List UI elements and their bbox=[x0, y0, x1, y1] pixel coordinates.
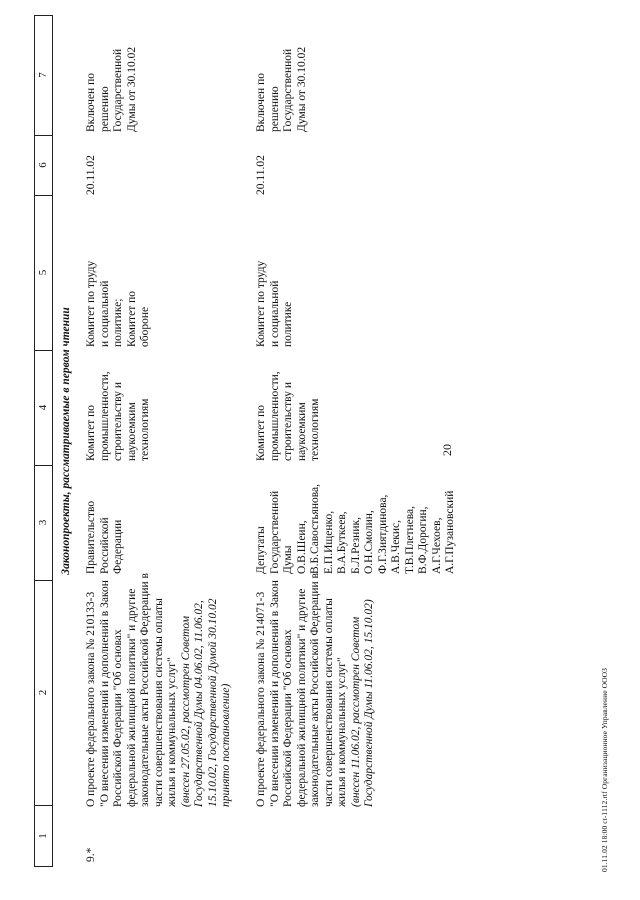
coexecutors bbox=[255, 197, 296, 347]
bill-title-line: "О внесении изменений и дополнений в Закон bbox=[268, 580, 281, 807]
bill-title-line: федеральной жилищной политики" и другие bbox=[295, 588, 308, 807]
basis-line: Думы от 30.10.02 bbox=[125, 46, 138, 132]
bill-note-line: Государственной Думы 04.06.02, 11.06.02, bbox=[193, 600, 205, 807]
committee-line: промышленности, bbox=[268, 371, 281, 461]
basis-line: Включен по bbox=[85, 73, 97, 132]
committee-line: технологиям bbox=[139, 398, 151, 461]
basis-line: решению bbox=[98, 86, 111, 132]
initiator-line: О.В.Шеин, bbox=[295, 520, 308, 574]
initiator-line: Российской bbox=[98, 517, 111, 574]
bill-title-line: жилья и коммунальных услуг" bbox=[336, 657, 348, 807]
initiator-line: Т.В.Плетнева, bbox=[403, 506, 416, 574]
column-number: 7 bbox=[35, 15, 52, 136]
bill-title-line: "О внесении изменений и дополнений в Закон bbox=[98, 580, 111, 807]
initiator-line: В.Б.Савостьянова, bbox=[309, 483, 321, 574]
initiator-line: А.Г.Чехоев, bbox=[430, 517, 443, 574]
coexecutor-line: политике bbox=[282, 301, 294, 347]
bill-title-line: законодательные акты Российской Федерации в bbox=[309, 573, 321, 807]
bill-note-line: 15.10.02, Государственной Думой 30.10.02 bbox=[206, 598, 219, 807]
coexecutor-line: Комитет по труду bbox=[85, 260, 97, 347]
column-number: 4 bbox=[35, 350, 52, 466]
column-number-header bbox=[34, 15, 53, 867]
column-number: 2 bbox=[35, 580, 52, 806]
initiator-line: Государственной bbox=[268, 490, 281, 574]
initiator-line: О.Н.Смолин, bbox=[363, 510, 375, 574]
column-number: 3 bbox=[35, 465, 52, 581]
bill-title-line: законодательные акты Российской Федерации в bbox=[139, 573, 151, 807]
basis-line: решению bbox=[268, 86, 281, 132]
bill-title bbox=[85, 573, 234, 807]
coexecutor-line: обороне bbox=[139, 306, 151, 347]
basis bbox=[255, 17, 309, 132]
initiator-line: В.А.Буткеев, bbox=[336, 511, 348, 574]
page-number: 20 bbox=[440, 444, 454, 456]
initiator-line: Правительство bbox=[85, 500, 97, 574]
column-number: 6 bbox=[35, 135, 52, 196]
initiator-line: В.Ф.Дорогин, bbox=[417, 506, 429, 574]
column-number: 5 bbox=[35, 195, 52, 351]
initiator-line: Федерации bbox=[112, 519, 124, 574]
committee-line: Комитет по bbox=[255, 405, 267, 461]
basis-line: Государственной bbox=[282, 48, 294, 132]
bill-title-line: О проекте федерального закона № 210133-3 bbox=[85, 591, 97, 807]
coexecutor-line: Комитет по bbox=[125, 291, 138, 347]
initiator-line: Е.П.Ищенко, bbox=[322, 510, 335, 574]
consideration-date: 20.11.02 bbox=[85, 155, 97, 195]
bill-title bbox=[255, 573, 377, 807]
coexecutor-line: и социальной bbox=[268, 280, 281, 347]
basis-line: Государственной bbox=[112, 48, 124, 132]
responsible-committee bbox=[85, 351, 153, 461]
bill-note-line: Государственной Думы 11.06.02, 15.10.02) bbox=[363, 599, 375, 807]
bill-title-line: Российской Федерации "Об основах bbox=[112, 629, 124, 807]
document-footer: 01.11.02 18:00 ct-1112.rtf Организационное Управление ООО3 bbox=[600, 667, 609, 872]
initiator-line: Ф.Г.Зиятдинова, bbox=[376, 494, 389, 574]
bill-note-line: (внесен 11.06.02, рассмотрен Советом bbox=[349, 616, 362, 807]
committee-line: наукоемким bbox=[125, 402, 138, 461]
bill-note-line: (внесен 27.05.02, рассмотрен Советом bbox=[179, 615, 192, 807]
coexecutor-line: Комитет по труду bbox=[255, 260, 267, 347]
bill-title-line: жилья и коммунальных услуг" bbox=[166, 657, 178, 807]
section-heading: Законопроекты, рассматриваемые в первом чтении bbox=[60, 307, 72, 575]
initiator bbox=[85, 464, 126, 574]
committee-line: строительству и bbox=[112, 382, 124, 461]
bill-title-line: Российской Федерации "Об основах bbox=[282, 629, 294, 807]
initiator-line: Думы bbox=[282, 545, 294, 574]
bill-title-line: О проекте федерального закона № 214071-3 bbox=[255, 591, 267, 807]
bill-title-line: федеральной жилищной политики" и другие bbox=[125, 588, 138, 807]
committee-line: промышленности, bbox=[98, 371, 111, 461]
coexecutors bbox=[85, 197, 153, 347]
committee-line: строительству и bbox=[282, 382, 294, 461]
committee-line: Комитет по bbox=[85, 405, 97, 461]
basis bbox=[85, 17, 139, 132]
consideration-date: 20.11.02 bbox=[255, 155, 267, 195]
committee-line: наукоемким bbox=[295, 402, 308, 461]
coexecutor-line: политике; bbox=[112, 298, 124, 347]
initiator-line: А.В.Чекис, bbox=[390, 519, 402, 574]
committee-line: технологиям bbox=[309, 398, 321, 461]
coexecutor-line: и социальной bbox=[98, 280, 111, 347]
bill-note-line: принято постановление) bbox=[220, 683, 232, 807]
bill-title-line: части совершенствования системы оплаты bbox=[322, 598, 335, 807]
basis-line: Включен по bbox=[255, 73, 267, 132]
column-number: 1 bbox=[37, 833, 49, 839]
initiator-line: А.Г.Пузановский bbox=[444, 490, 456, 574]
initiator-line: Депутаты bbox=[255, 526, 267, 574]
responsible-committee bbox=[255, 351, 323, 461]
basis-line: Думы от 30.10.02 bbox=[295, 46, 308, 132]
bill-title-line: части совершенствования системы оплаты bbox=[152, 598, 165, 807]
initiator bbox=[255, 464, 458, 574]
row-number: 9.* bbox=[85, 847, 97, 862]
initiator-line: Б.Л.Резник, bbox=[349, 517, 362, 574]
